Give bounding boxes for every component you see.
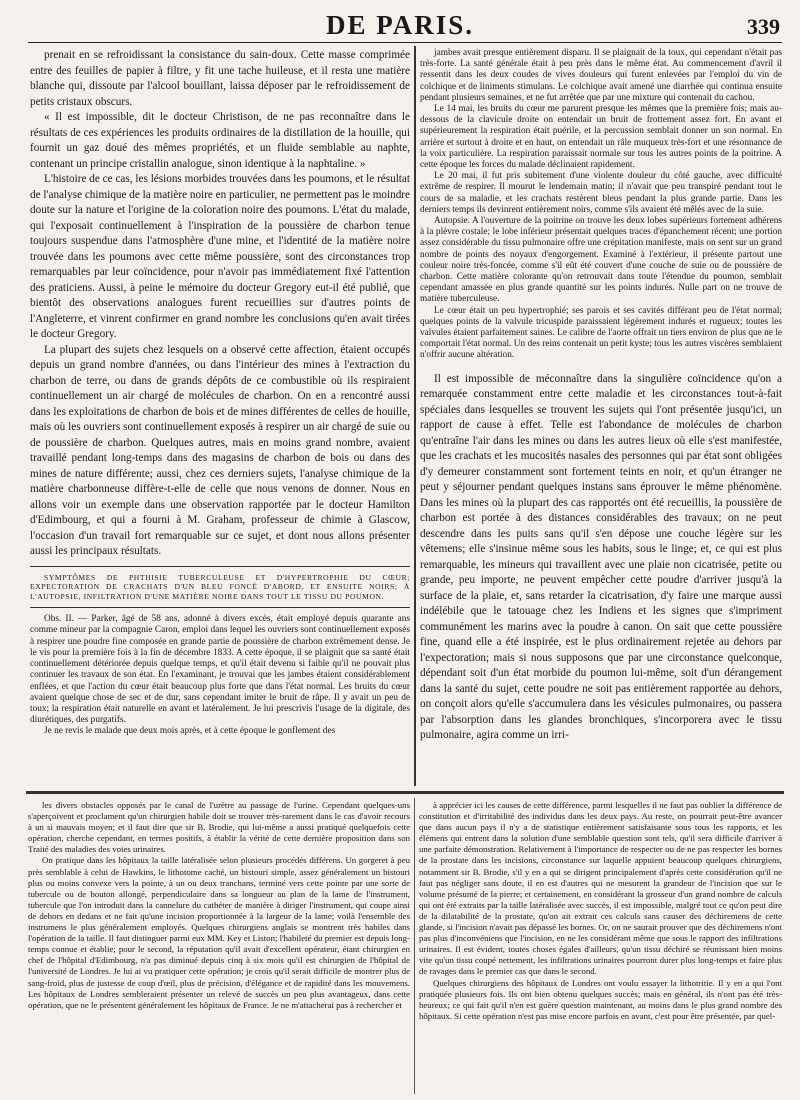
paragraph: prenait en se refroidissant la consistance du sain-doux. Cette masse comprimée entre des feuilles de papier à filtre, y fit une tache huileuse, et il resta une matière blanche qui, dissoute par l'alcool bouillant, laissa déposer par le refroidissement de petits cristaux obscurs. [30, 49, 410, 108]
masthead [0, 4, 800, 42]
case-rule [30, 607, 410, 608]
discussion [420, 372, 782, 744]
paragraph: à apprécier ici les causes de cette différence, parmi lesquelles il ne faut pas oublier la différence de constitution et d'irritabilité des individus dans les deux pays. Au reste, on pourrait peut-être avancer que dans aucun pays il n'y a de statistique entièrement satisfaisante sous tous les rapports, et les élémens qui entrent dans la solution d'une semblable question sont tels, qu'il sera difficile d'arriver à une parfaite démonstration. Relativement à l'importance de respecter ou de ne pas respecter les bornes de la prostate dans les incisions, circonstance sur laquelle appuient beaucoup quelques chirurgiens, notamment sir B. Brodie, s'il y en a qui se dirigent principalement d'après cette considération qu'il ne faut pas négliger sans doute, il en est d'autres qui ne mesurent la grandeur de l'incision que sur le volume présumé de la pierre; et certainement, en considérant la grosseur d'un grand nombre de calculs qui ont été extraits par la taille latéralisée avec succès, il est impossible, malgré tout ce qu'on peut dire de la dilatabilité de la prostate, qu'on ait extrait ces calculs sans causer des déchiremens de cette glande, si l'incision n'avait pas dépassé les bornes. Or, on ne saurait prouver que des déchiremens n'ont pas plus d'inconvéniens que l'incision, en ne les considérant même que sous le rapport des infiltrations urinaires. Il est évident, toutes choses égales d'ailleurs, qu'un tissu déchiré se réunissant bien moins vite qu'un tissu coupé nettement, les infiltrations urinaires pourront durer plus long-temps et faire plus de ravages dans le premier cas que dans le second. [419, 800, 782, 977]
paragraph: Quelques chirurgiens des hôpitaux de Londres ont voulu essayer la lithotritie. Il y en a qui l'ont pratiquée plusieurs fois. Ils ont bien obtenu quelques succès; mais en général, ils n'ont pas été très-heureux; ce qui fait qu'il n'en est guère question maintenant, au moins dans le plus grand nombre des hôpitaux. Si cette opération n'est pas mise encore parfois en avant, c'est pour être présentée, par quel- [419, 977, 782, 1021]
header-rule [28, 42, 782, 43]
case-paragraph: Le cœur était un peu hypertrophié; ses parois et ses cavités différant peu de l'état normal; quelques points de la valvule tricuspide paraissaient légèrement indurés et rugueux; toutes les valvules étaient parfaitement saines. Le calibre de l'aorte offrait un tiers environ de plus que ne le comportait l'état normal. Un des reins contenait un petit kyste; tous les autres viscères semblaient n'offrir aucune altération. [420, 305, 782, 361]
paragraph: On pratique dans les hôpitaux la taille latéralisée selon plusieurs procédés différens. Un gorgeret à peu près semblable à celui de Hawkins, le lithotome caché, un bistouri simple, assez généralement un bistouri plus ou moins convexe vers la pointe, à un ou deux tranchans, terminé vers cette pointe par une sorte de tubercule ou de bouton allongé, perpendiculaire dans sa longueur au plan de la lame de l'instrument, tubercule que l'on introduit dans la cannelure du cathéter de manière à diriger l'instrument, qui coupe ainsi de dehors en dedans et ne fait qu'une incision proportionnée à la largeur de la lame; voilà l'ensemble des instrumens le plus généralement employés. Quelques chirurgiens anglais se montrent très habiles dans l'opération de la taille. Il faut distinguer parmi eux MM. Key et Liston; l'habileté du premier est depuis long-temps connue et établie; pour le second, la réputation qu'il avait d'excellent opérateur, étant chirurgien en chef de l'hôpital d'Edimbourg, n'a pas diminué depuis cinq à six mois qu'il est chirurgien de l'hôpital de l'université de Londres. Je lui ai vu pratiquer cette opération; je crois qu'il serait difficile de montrer plus de sang-froid, plus de justesse de coup d'œil, plus de précision, d'élégance et de rapidité dans les mouvemens. Les hôpitaux de Londres sembleraient présenter un relevé de succès un peu plus avantageux, dans cette opération, que ne le présentent généralement les hôpitaux de France. Je ne m'attacherai pas à rechercher et [28, 855, 410, 1010]
column-divider [414, 46, 416, 786]
case-continuation [420, 48, 782, 362]
case-paragraph: jambes avait presque entièrement disparu. Il se plaignait de la toux, qui cependant n'était pas très-forte. La santé générale était à peu près dans le même état. Au commencement d'avril il ressentit dans les deux coudes de vives douleurs qui furent enlevées par l'emploi du vin de colchique et de liniments stimulans. Le colchique avait amené une diarrhée qui continua ensuite pendant plusieurs semaines, et ne fut arrêtée que par une mixture qui contenait du cachou. [420, 48, 782, 103]
case-rule [30, 566, 410, 567]
autopsy-paragraph: Autopsie. A l'ouverture de la poitrine on trouve les deux lobes supérieurs fortement adhérens à la plèvre costale; le lobe inférieur présentait quelques traces d'épanchement récent; une portion assez considérable du tissu pulmonaire offre une crépitation manifeste, mais on sent sur un grand nombre de points des noyaux d'engorgement. Examiné à l'extérieur, il présente partout une couleur noire très-foncée, comme s'il eût été couvert d'une couche de suie ou de poussière de charbon. Cette matière colorante qu'on retrouvait dans toute l'étendue du poumon, semblait cependant amassée en plus grande quantité sur les points indurés. Nulle part on ne trouve de matière tuberculeuse. [420, 216, 782, 305]
case-paragraph: Le 20 mai, il fut pris subitement d'une violente douleur du côté gauche, avec difficulté extrême de respirer. Il mourut le lendemain matin; il n'avait que peu transpiré pendant tout le cours de sa maladie, et les crachats restèrent bleus pendant la plus grande partie. Dans les derniers temps ils devinrent entièrement noirs, comme s'ils avaient été mêlés avec de la suie. [420, 171, 782, 215]
case-paragraph: Je ne revis le malade que deux mois après, et à cette époque le gonflement des [44, 726, 336, 737]
right-column-top [420, 48, 782, 786]
case-paragraph: Le 14 mai, les bruits du cœur me parurent presque les mêmes que la première fois; mais au-dessous de la clavicule droite on entendait un bruit de frottement assez fort. En avant et supérieurement la respiration était puérile, et la percussion semblait donner un son normal. En arrière et surtout à droite et en haut, on entendait un râle muqueux très-fort et une résonnance de la voix particulière. La respiration paraissait normale sur tous les autres points de la poitrine. A cette époque les forces du malade déclinaient rapidement. [420, 104, 782, 171]
column-divider-bottom [414, 798, 415, 1094]
page-title: DE PARIS. [325, 10, 475, 40]
right-column-bottom [419, 800, 782, 1095]
left-column-top [30, 48, 410, 786]
paragraph: « Il est impossible, dit le docteur Christison, de ne pas reconnaître dans le résultats de ces expériences les produits ordinaires de la distillation de la houille, qui fournit un gaz doué des mêmes propriétés, et un fluide semblable au naphte, contenant un principe cristallin analogue, sinon identique à la naphtaline. » [30, 111, 410, 170]
paragraph: les divers obstacles opposés par le canal de l'urètre au passage de l'urine. Cependant quelques-uns s'aperçoivent et proclament qu'un chirurgien habile doit se trouver très-rarement dans le cas d'avoir recours à un si mauvais moyen; et il faut dire que sir B. Brodie, qui lui-même a aussi pratiqué quelquefois cette opération, cherche cependant, en termes positifs, à établir la vérité de cette dernière proposition dans son Traité des maladies des voies urinaires. [28, 800, 410, 855]
case-paragraph: Obs. II. — Parker, âgé de 58 ans, adonné à divers excès, était employé depuis quarante ans comme mineur par la compagnie Caron, emploi dans lequel les ouvriers sont continuellement exposés à respirer une poudre fine composée en grande partie de poussière de charbon extrêmement dense. Je le vis pour la première fois à la fin de décembre 1833. A cette époque, il se plaignit que sa santé était continuellement détériorée depuis quelque temps, et qu'il était devenu si faible qu'il ne pouvait plus continuer les travaux de son état. En l'examinant, je trouvai que les jambes étaient considérablement enflées, et que l'action du cœur était beaucoup plus forte que dans l'état normal. Les bruits du cœur avaient quelque chose de sec et de dur, sans cependant imiter le bruit de râpe. Il y avait un peu de toux; la respiration était naturelle en avant et latéralement. Je lui prescrivis l'usage de la digitale, des diurétiques, des purgatifs. [30, 614, 410, 726]
section-divider [26, 791, 784, 794]
page-number: 339 [747, 14, 780, 39]
paragraph: Il est impossible de méconnaître dans la singulière coïncidence qu'on a remarquée constamment entre cette maladie et les circonstances tout-à-fait spéciales dans lesquelles se trouvent les sujets qui l'ont présentée jusqu'ici, un rapport de cause à effet. Telle est l'abondance de molécules de charbon qu'entraîne l'air dans les mines ou dans les autres lieux où elle s'est manifestée, que les crachats et les mucosités nasales des personnes qui par état sont obligées d'y demeurer constamment sont fortement teints en noir, et qu'un étranger ne peut y séjourner pendant quelques instans sans éprouver le même phénomène. Dans les mines où la plupart des cas rapportés ont été recueillis, la poussière de charbon est portée à des distances considérables des travaux; on ne peut descendre dans les puits sans qu'il s'en dépose une couche légère sur les vêtemens; elle s'insinue même sous les habits, sous le linge; et, ce qui est plus remarquable, les mineurs qui travaillent avec une plaie non cicatrisée, petite ou grande, peu importe, ne peuvent empêcher cette poudre d'arriver jusqu'à la surface de la plaie, et, sans retarder la cicatrisation, d'y faire une marque aussi indélébile que le tatouage chez les Indiens et les signes que s'impriment communément les marins avec la poudre à canon. On sait que cette poussière fine, quand elle a été inspirée, est le plus ordinairement rejetée au dehors par l'expectoration; mais si nous supposons que par une circonstance quelconque, dépendant soit d'un état morbide du poumon lui-même, soit d'un dérangement dans la santé du sujet, cette poudre ne soit pas entièrement rapportée au dehors, on conçoit alors qu'elle s'accumulera dans les vésicules pulmonaires, ou passera par l'absorption dans les glandes bronchiques, s'incorporera avec le tissu pulmonaire, agira comme un irri- [420, 372, 782, 742]
paragraph: La plupart des sujets chez lesquels on a observé cette affection, étaient occupés depuis un grand nombre d'années, ou dans l'intérieur des mines à l'extraction du charbon de terre, ou dans de grands dépôts de ce combustible où ils respiraient continuellement un air chargé de molécules de charbon. On en a rencontré aussi dans les exploitations de charbon de bois et de mines différentes de celles de houille, mais où les ouvriers sont continuellement exposés à respirer un air chargé de suie ou de poussière de charbon. Quelques autres, mais en moins grand nombre, avaient travaillé pendant long-temps dans des magasins de charbon de bois ou dans des mines de nature différente; aussi, chez ces derniers sujets, l'analyse chimique de la matière charbonneuse diffère-t-elle de celle que nous venons de donner. Nous en allons voir un exemple dans une observation rapportée par le docteur Hamilton d'Edimbourg, et qui a fourni à M. Graham, professeur de chimie à Glascow, l'occasion d'un travail fort remarquable sur ce sujet, et dont nous allons présenter aussi les principaux résultats. [30, 343, 410, 557]
case-heading: SYMPTÔMES DE PHTHISIE TUBERCULEUSE ET D'HYPERTROPHIE DU CŒUR; EXPECTORATION DE CRACHATS D'UN BLEU FONCÉ D'ABORD, ET ENSUITE NOIRS; À L'AUTOPSIE, INFILTRATION D'UNE MATIÈRE NOIRE DANS TOUT LE TISSU DU POUMON. [30, 572, 410, 601]
paragraph: L'histoire de ce cas, les lésions morbides trouvées dans les poumons, et le résultat de l'analyse chimique de la matière noire en particulier, ne permettent pas le moindre doute sur la nature et l'origine de la coloration noire des poumons. L'état du malade, qui l'exposait continuellement à l'inspiration de la poussière de charbon tenue toujours suspendue dans l'atmosphère d'une mine, et l'identité de la matière noire trouvée dans les poumons avec cette même poussière, sont des circonstances trop remarquables par leur coïncidence, pour n'avoir pas immédiatement fixé l'attention des praticiens. Aussi, à peine le mémoire du docteur Gregory eut-il été publié, que bientôt des observations analogues furent recueillies sur d'autres points de l'Angleterre, et vinrent confirmer en grand nombre les conclusions qu'en avait tirées le docteur Gregory. [30, 173, 410, 340]
left-column-bottom [28, 800, 410, 1095]
